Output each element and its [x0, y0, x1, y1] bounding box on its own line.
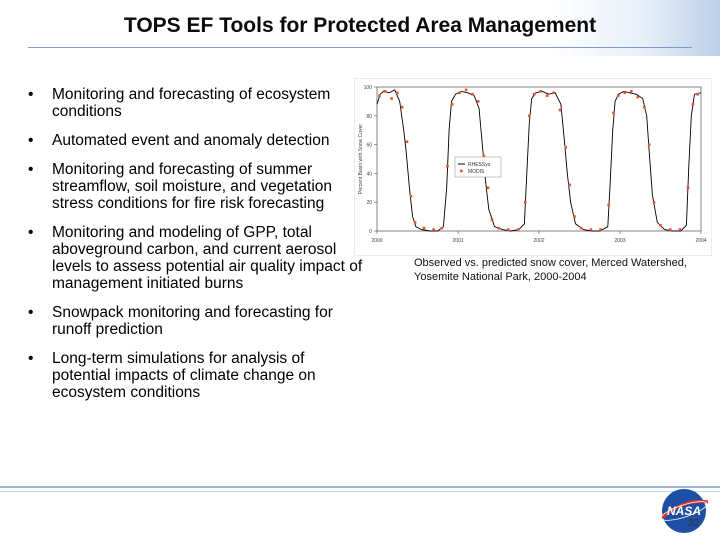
chart-caption: Observed vs. predicted snow cover, Merced Watershed, Yosemite National Park, 2000-2004 — [414, 257, 687, 283]
x-tick-label: 2002 — [533, 238, 545, 244]
series-point-modis — [423, 227, 426, 230]
series-point-modis — [590, 228, 593, 231]
page-number: 32 — [688, 518, 700, 529]
series-point-modis — [659, 224, 662, 227]
y-axis-label: Percent Basin with Snow Cover — [358, 123, 364, 195]
bullet-item — [24, 350, 364, 401]
series-point-modis — [580, 227, 583, 230]
series-point-modis — [637, 96, 640, 99]
bullet-text: Monitoring and modeling of GPP, total aboveground carbon, and current aerosol levels to assess potential air quality impact of management initiated burns — [52, 224, 363, 292]
series-point-modis — [432, 228, 435, 231]
series-point-modis — [497, 227, 500, 230]
series-point-modis — [491, 218, 494, 221]
series-point-modis — [643, 106, 646, 109]
series-point-modis — [568, 184, 571, 187]
series-point-modis — [458, 91, 461, 94]
y-tick-label: 40 — [366, 171, 372, 178]
series-point-modis — [679, 228, 682, 231]
slide-title: TOPS EF Tools for Protected Area Management — [123, 14, 597, 37]
series-point-modis — [573, 215, 576, 218]
series-point-modis — [687, 187, 690, 190]
series-point-modis — [599, 228, 602, 231]
bullet-dot-icon: • — [28, 161, 34, 178]
bullet-list — [24, 86, 364, 413]
series-point-modis — [630, 90, 633, 93]
series-point-modis — [390, 97, 393, 100]
series-point-modis — [692, 103, 695, 106]
bullet-dot-icon: • — [28, 304, 34, 321]
bullet-item — [24, 132, 364, 149]
plot-area — [377, 87, 701, 231]
series-point-modis — [617, 94, 620, 97]
bullet-item — [24, 224, 364, 292]
series-point-modis — [410, 195, 413, 198]
x-tick-label: 2000 — [371, 238, 383, 244]
series-point-modis — [465, 89, 468, 92]
footer-divider — [0, 486, 720, 488]
series-point-modis — [624, 91, 627, 94]
bullet-dot-icon: • — [28, 224, 34, 241]
series-point-modis — [471, 93, 474, 96]
series-point-modis — [396, 91, 399, 94]
series-point-modis — [477, 100, 480, 103]
bullet-text: Monitoring and forecasting of summer streamflow, soil moisture, and vegetation stress conditions for fire risk forecasting — [52, 161, 332, 212]
y-tick-label: 80 — [366, 113, 372, 120]
series-point-modis — [528, 115, 531, 118]
bullet-item — [24, 86, 364, 120]
series-point-modis — [696, 93, 699, 96]
series-line-rhessys — [377, 90, 701, 231]
y-tick-label: 20 — [366, 200, 372, 207]
bullet-text: Long-term simulations for analysis of potential impacts of climate change on ecosystem conditions — [52, 350, 316, 401]
bullet-text: Monitoring and forecasting of ecosystem conditions — [52, 86, 331, 120]
series-point-modis — [406, 140, 409, 143]
bullet-dot-icon: • — [28, 132, 34, 149]
legend-entry: MODIS — [468, 169, 485, 175]
bullet-dot-icon: • — [28, 350, 34, 367]
series-point-modis — [507, 228, 510, 231]
x-tick-label: 2003 — [614, 238, 626, 244]
series-point-modis — [441, 227, 444, 230]
x-tick-label: 2004 — [695, 238, 707, 244]
snow-cover-chart — [354, 78, 712, 256]
series-point-modis — [384, 90, 387, 93]
series-point-modis — [539, 90, 542, 93]
series-point-modis — [559, 109, 562, 112]
series-point-modis — [414, 221, 417, 224]
bullet-dot-icon: • — [28, 86, 34, 103]
series-point-modis — [653, 201, 656, 204]
series-point-modis — [451, 103, 454, 106]
bullet-text: Automated event and anomaly detection — [52, 132, 330, 149]
series-point-modis — [546, 94, 549, 97]
legend-entry: RHESSys — [468, 162, 491, 168]
bullet-text: Snowpack monitoring and forecasting for runoff prediction — [52, 304, 333, 338]
y-tick-label: 0 — [369, 229, 372, 235]
series-point-modis — [524, 201, 527, 204]
nasa-logo-text: NASA — [666, 504, 702, 518]
bullet-item — [24, 304, 364, 338]
chart-canvas — [355, 79, 711, 255]
series-point-modis — [669, 228, 672, 231]
title-divider — [28, 47, 692, 48]
y-tick-label: 60 — [366, 142, 372, 149]
x-tick-label: 2001 — [452, 238, 464, 244]
series-point-modis — [552, 91, 555, 94]
bullet-item — [24, 161, 364, 212]
legend-swatch — [460, 170, 463, 173]
series-point-modis — [612, 112, 615, 115]
series-point-modis — [607, 204, 610, 207]
series-point-modis — [487, 187, 490, 190]
series-point-modis — [378, 94, 381, 97]
series-point-modis — [564, 146, 567, 149]
footer-divider-thin — [0, 491, 720, 492]
y-tick-label: 100 — [363, 85, 372, 91]
series-point-modis — [446, 165, 449, 168]
series-point-modis — [648, 143, 651, 146]
series-point-modis — [517, 228, 520, 231]
series-point-modis — [533, 93, 536, 96]
nasa-logo — [656, 486, 712, 536]
series-point-modis — [401, 106, 404, 109]
